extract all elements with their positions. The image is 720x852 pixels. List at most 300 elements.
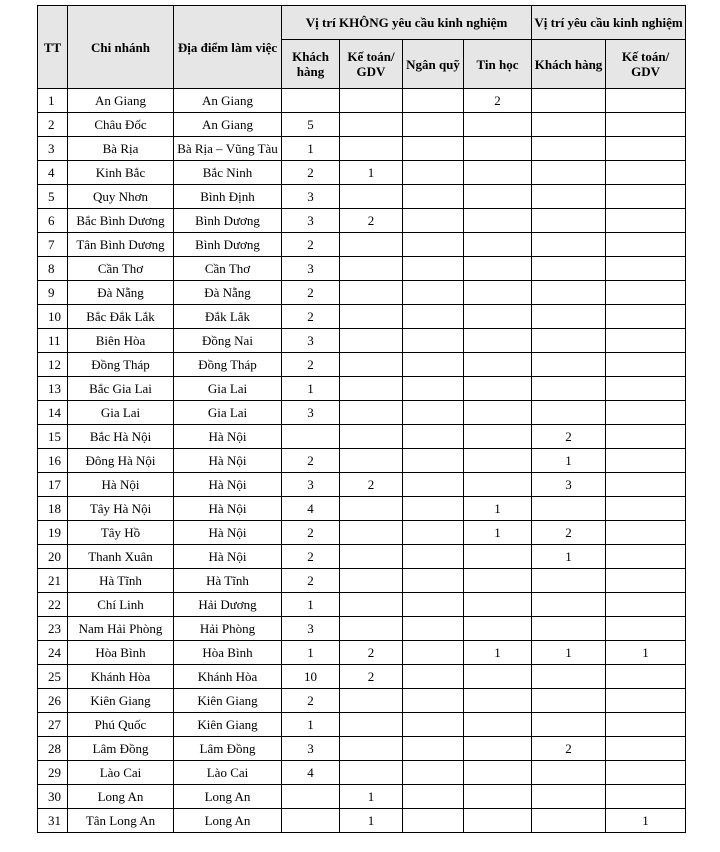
cell-treasury [403, 377, 464, 401]
cell-exp-customer [532, 233, 606, 257]
cell-tt: 29 [38, 761, 68, 785]
cell-accounting [340, 425, 403, 449]
cell-branch: Hà Nội [68, 473, 174, 497]
cell-tt: 23 [38, 617, 68, 641]
table-row [38, 257, 686, 281]
cell-treasury [403, 113, 464, 137]
cell-it: 2 [464, 89, 532, 113]
cell-branch: Lâm Đồng [68, 737, 174, 761]
cell-it [464, 809, 532, 833]
cell-exp-accounting [606, 113, 686, 137]
table-row [38, 425, 686, 449]
table-row [38, 593, 686, 617]
cell-exp-accounting [606, 401, 686, 425]
cell-branch: Đồng Tháp [68, 353, 174, 377]
table-row [38, 473, 686, 497]
cell-customer: 4 [282, 497, 340, 521]
cell-accounting: 2 [340, 641, 403, 665]
cell-customer [282, 809, 340, 833]
cell-exp-accounting [606, 617, 686, 641]
cell-it [464, 689, 532, 713]
cell-accounting [340, 545, 403, 569]
cell-exp-customer [532, 713, 606, 737]
cell-branch: Phú Quốc [68, 713, 174, 737]
cell-exp-customer [532, 593, 606, 617]
cell-treasury [403, 521, 464, 545]
cell-customer: 2 [282, 233, 340, 257]
cell-it [464, 665, 532, 689]
cell-exp-customer [532, 305, 606, 329]
cell-branch: Bắc Gia Lai [68, 377, 174, 401]
cell-customer: 2 [282, 449, 340, 473]
cell-exp-accounting [606, 497, 686, 521]
cell-branch: Chí Linh [68, 593, 174, 617]
cell-tt: 12 [38, 353, 68, 377]
cell-accounting [340, 329, 403, 353]
cell-customer: 2 [282, 545, 340, 569]
cell-location: Khánh Hòa [174, 665, 282, 689]
cell-exp-customer: 1 [532, 449, 606, 473]
cell-treasury [403, 593, 464, 617]
cell-tt: 24 [38, 641, 68, 665]
cell-tt: 21 [38, 569, 68, 593]
cell-it [464, 209, 532, 233]
cell-accounting [340, 497, 403, 521]
cell-accounting [340, 113, 403, 137]
cell-treasury [403, 473, 464, 497]
header-group-experience: Vị trí yêu cầu kinh nghiệm [532, 6, 686, 40]
cell-exp-customer [532, 329, 606, 353]
cell-tt: 11 [38, 329, 68, 353]
cell-accounting [340, 689, 403, 713]
cell-location: Long An [174, 809, 282, 833]
cell-it [464, 713, 532, 737]
cell-accounting [340, 617, 403, 641]
cell-it [464, 761, 532, 785]
cell-branch: Khánh Hòa [68, 665, 174, 689]
cell-accounting: 1 [340, 785, 403, 809]
cell-customer: 3 [282, 209, 340, 233]
cell-tt: 18 [38, 497, 68, 521]
cell-accounting [340, 305, 403, 329]
cell-branch: Thanh Xuân [68, 545, 174, 569]
cell-branch: An Giang [68, 89, 174, 113]
cell-customer: 1 [282, 713, 340, 737]
cell-it [464, 137, 532, 161]
cell-it [464, 785, 532, 809]
cell-location: Lâm Đồng [174, 737, 282, 761]
cell-tt: 20 [38, 545, 68, 569]
cell-accounting [340, 593, 403, 617]
cell-treasury [403, 809, 464, 833]
cell-treasury [403, 785, 464, 809]
cell-exp-customer [532, 497, 606, 521]
header-exp-accounting: Kế toán/ GDV [606, 40, 686, 89]
header-it: Tin học [464, 40, 532, 89]
cell-exp-customer: 1 [532, 641, 606, 665]
cell-exp-customer [532, 689, 606, 713]
cell-accounting: 2 [340, 473, 403, 497]
cell-branch: Lào Cai [68, 761, 174, 785]
table-row [38, 785, 686, 809]
cell-it [464, 377, 532, 401]
cell-treasury [403, 209, 464, 233]
cell-exp-customer [532, 113, 606, 137]
cell-exp-customer: 1 [532, 545, 606, 569]
cell-location: Đắk Lắk [174, 305, 282, 329]
recruitment-table [37, 5, 686, 833]
cell-accounting [340, 569, 403, 593]
cell-tt: 25 [38, 665, 68, 689]
cell-it [464, 617, 532, 641]
cell-location: Bình Dương [174, 209, 282, 233]
cell-exp-accounting [606, 353, 686, 377]
cell-tt: 7 [38, 233, 68, 257]
cell-accounting [340, 761, 403, 785]
cell-treasury [403, 569, 464, 593]
cell-treasury [403, 281, 464, 305]
cell-location: Gia Lai [174, 401, 282, 425]
cell-accounting [340, 521, 403, 545]
cell-accounting: 2 [340, 665, 403, 689]
cell-exp-accounting [606, 449, 686, 473]
cell-exp-accounting [606, 593, 686, 617]
cell-it [464, 569, 532, 593]
cell-location: Cần Thơ [174, 257, 282, 281]
cell-location: Đồng Tháp [174, 353, 282, 377]
cell-tt: 3 [38, 137, 68, 161]
table-row [38, 89, 686, 113]
cell-exp-accounting [606, 329, 686, 353]
cell-it [464, 305, 532, 329]
cell-branch: Hà Tĩnh [68, 569, 174, 593]
table-body [38, 89, 686, 833]
cell-customer: 1 [282, 377, 340, 401]
header-tt: TT [38, 6, 68, 89]
table-row [38, 137, 686, 161]
cell-exp-accounting [606, 761, 686, 785]
header-group-no-experience: Vị trí KHÔNG yêu cầu kinh nghiệm [282, 6, 532, 40]
cell-exp-customer [532, 809, 606, 833]
cell-treasury [403, 329, 464, 353]
cell-customer: 2 [282, 281, 340, 305]
cell-location: Lào Cai [174, 761, 282, 785]
cell-customer: 2 [282, 353, 340, 377]
cell-exp-accounting [606, 785, 686, 809]
cell-it [464, 113, 532, 137]
cell-accounting [340, 377, 403, 401]
cell-exp-customer [532, 281, 606, 305]
cell-location: Gia Lai [174, 377, 282, 401]
cell-it [464, 737, 532, 761]
cell-tt: 30 [38, 785, 68, 809]
cell-it: 1 [464, 497, 532, 521]
cell-tt: 15 [38, 425, 68, 449]
cell-exp-customer [532, 617, 606, 641]
cell-tt: 8 [38, 257, 68, 281]
cell-customer: 3 [282, 257, 340, 281]
table-row [38, 641, 686, 665]
cell-it [464, 185, 532, 209]
cell-customer: 2 [282, 305, 340, 329]
cell-accounting [340, 401, 403, 425]
cell-branch: Đà Nẵng [68, 281, 174, 305]
cell-treasury [403, 737, 464, 761]
cell-customer: 3 [282, 185, 340, 209]
cell-tt: 26 [38, 689, 68, 713]
cell-customer: 4 [282, 761, 340, 785]
table-row [38, 233, 686, 257]
cell-branch: Biên Hòa [68, 329, 174, 353]
cell-exp-accounting [606, 473, 686, 497]
cell-branch: Kinh Bắc [68, 161, 174, 185]
cell-branch: Quy Nhơn [68, 185, 174, 209]
cell-customer: 1 [282, 593, 340, 617]
cell-exp-accounting [606, 545, 686, 569]
cell-accounting [340, 713, 403, 737]
cell-exp-customer: 2 [532, 425, 606, 449]
cell-location: Hà Nội [174, 497, 282, 521]
table-row [38, 161, 686, 185]
header-exp-customer: Khách hàng [532, 40, 606, 89]
cell-exp-accounting [606, 281, 686, 305]
cell-location: Long An [174, 785, 282, 809]
cell-exp-accounting [606, 185, 686, 209]
cell-treasury [403, 257, 464, 281]
cell-branch: Bà Rịa [68, 137, 174, 161]
cell-branch: Cần Thơ [68, 257, 174, 281]
cell-location: Bắc Ninh [174, 161, 282, 185]
cell-branch: Châu Đốc [68, 113, 174, 137]
cell-branch: Tây Hồ [68, 521, 174, 545]
cell-treasury [403, 185, 464, 209]
cell-branch: Tân Bình Dương [68, 233, 174, 257]
cell-treasury [403, 161, 464, 185]
cell-tt: 9 [38, 281, 68, 305]
table-row [38, 185, 686, 209]
table-header [38, 6, 686, 89]
cell-customer: 1 [282, 641, 340, 665]
cell-exp-customer [532, 353, 606, 377]
cell-exp-accounting [606, 161, 686, 185]
cell-accounting [340, 137, 403, 161]
cell-it [464, 329, 532, 353]
cell-exp-customer [532, 89, 606, 113]
cell-exp-customer [532, 185, 606, 209]
cell-branch: Nam Hải Phòng [68, 617, 174, 641]
cell-tt: 2 [38, 113, 68, 137]
cell-exp-accounting: 1 [606, 641, 686, 665]
cell-accounting: 1 [340, 809, 403, 833]
cell-exp-accounting [606, 257, 686, 281]
cell-location: Kiên Giang [174, 689, 282, 713]
cell-location: Đồng Nai [174, 329, 282, 353]
cell-branch: Bắc Đắk Lắk [68, 305, 174, 329]
cell-tt: 5 [38, 185, 68, 209]
cell-accounting: 1 [340, 161, 403, 185]
cell-treasury [403, 641, 464, 665]
cell-customer [282, 425, 340, 449]
table-row [38, 665, 686, 689]
table-row [38, 761, 686, 785]
cell-customer: 2 [282, 569, 340, 593]
cell-exp-customer [532, 257, 606, 281]
table-row [38, 113, 686, 137]
table-row [38, 401, 686, 425]
cell-it [464, 473, 532, 497]
cell-exp-customer [532, 209, 606, 233]
cell-exp-accounting [606, 425, 686, 449]
cell-exp-customer: 3 [532, 473, 606, 497]
table-row [38, 569, 686, 593]
cell-exp-accounting [606, 233, 686, 257]
cell-treasury [403, 545, 464, 569]
header-accounting: Kế toán/ GDV [340, 40, 403, 89]
cell-customer: 10 [282, 665, 340, 689]
cell-location: Bình Dương [174, 233, 282, 257]
cell-customer: 3 [282, 401, 340, 425]
cell-accounting: 2 [340, 209, 403, 233]
cell-tt: 31 [38, 809, 68, 833]
cell-tt: 28 [38, 737, 68, 761]
table-row [38, 377, 686, 401]
table-row [38, 449, 686, 473]
cell-customer: 5 [282, 113, 340, 137]
cell-location: Hòa Bình [174, 641, 282, 665]
cell-branch: Bắc Bình Dương [68, 209, 174, 233]
cell-it [464, 593, 532, 617]
cell-it: 1 [464, 641, 532, 665]
cell-location: Bà Rịa – Vũng Tàu [174, 137, 282, 161]
cell-tt: 4 [38, 161, 68, 185]
cell-customer: 3 [282, 473, 340, 497]
cell-customer: 2 [282, 521, 340, 545]
table-row [38, 281, 686, 305]
header-customer: Khách hàng [282, 40, 340, 89]
cell-exp-customer: 2 [532, 737, 606, 761]
table-row [38, 737, 686, 761]
cell-accounting [340, 257, 403, 281]
cell-customer: 1 [282, 137, 340, 161]
cell-treasury [403, 713, 464, 737]
cell-it [464, 233, 532, 257]
cell-treasury [403, 137, 464, 161]
header-branch: Chi nhánh [68, 6, 174, 89]
cell-exp-accounting [606, 713, 686, 737]
cell-exp-accounting [606, 305, 686, 329]
cell-treasury [403, 353, 464, 377]
cell-accounting [340, 353, 403, 377]
cell-treasury [403, 497, 464, 521]
cell-it [464, 545, 532, 569]
cell-exp-customer [532, 665, 606, 689]
cell-treasury [403, 233, 464, 257]
cell-it [464, 257, 532, 281]
cell-accounting [340, 737, 403, 761]
cell-branch: Hòa Bình [68, 641, 174, 665]
cell-exp-customer [532, 569, 606, 593]
cell-it [464, 425, 532, 449]
cell-exp-customer: 2 [532, 521, 606, 545]
cell-exp-customer [532, 137, 606, 161]
table-row [38, 689, 686, 713]
cell-location: An Giang [174, 113, 282, 137]
cell-accounting [340, 185, 403, 209]
table-row [38, 353, 686, 377]
table-row [38, 713, 686, 737]
cell-tt: 19 [38, 521, 68, 545]
cell-exp-customer [532, 761, 606, 785]
cell-tt: 1 [38, 89, 68, 113]
cell-location: Hải Dương [174, 593, 282, 617]
cell-exp-accounting [606, 89, 686, 113]
cell-branch: Tân Long An [68, 809, 174, 833]
cell-customer: 3 [282, 329, 340, 353]
cell-location: Hải Phòng [174, 617, 282, 641]
cell-exp-accounting [606, 737, 686, 761]
table-row [38, 209, 686, 233]
table-row [38, 497, 686, 521]
cell-branch: Long An [68, 785, 174, 809]
cell-it: 1 [464, 521, 532, 545]
cell-tt: 17 [38, 473, 68, 497]
cell-treasury [403, 89, 464, 113]
cell-treasury [403, 689, 464, 713]
cell-tt: 13 [38, 377, 68, 401]
cell-treasury [403, 425, 464, 449]
cell-accounting [340, 281, 403, 305]
cell-exp-accounting [606, 689, 686, 713]
cell-branch: Gia Lai [68, 401, 174, 425]
cell-location: Hà Nội [174, 449, 282, 473]
cell-customer [282, 785, 340, 809]
table-row [38, 329, 686, 353]
cell-location: Kiên Giang [174, 713, 282, 737]
cell-it [464, 353, 532, 377]
header-location: Địa điểm làm việc [174, 6, 282, 89]
cell-treasury [403, 401, 464, 425]
cell-location: Đà Nẵng [174, 281, 282, 305]
cell-exp-accounting [606, 137, 686, 161]
cell-branch: Bắc Hà Nội [68, 425, 174, 449]
cell-customer: 2 [282, 161, 340, 185]
cell-exp-customer [532, 161, 606, 185]
cell-it [464, 401, 532, 425]
cell-location: Hà Tĩnh [174, 569, 282, 593]
cell-treasury [403, 617, 464, 641]
cell-exp-customer [532, 401, 606, 425]
cell-tt: 10 [38, 305, 68, 329]
cell-exp-accounting [606, 569, 686, 593]
cell-exp-customer [532, 785, 606, 809]
cell-location: Hà Nội [174, 473, 282, 497]
cell-tt: 27 [38, 713, 68, 737]
header-treasury: Ngân quỹ [403, 40, 464, 89]
table-row [38, 545, 686, 569]
cell-location: Hà Nội [174, 545, 282, 569]
cell-it [464, 281, 532, 305]
cell-tt: 16 [38, 449, 68, 473]
cell-tt: 14 [38, 401, 68, 425]
cell-location: An Giang [174, 89, 282, 113]
cell-customer [282, 89, 340, 113]
cell-exp-customer [532, 377, 606, 401]
cell-treasury [403, 665, 464, 689]
cell-location: Hà Nội [174, 521, 282, 545]
cell-tt: 6 [38, 209, 68, 233]
cell-exp-accounting [606, 665, 686, 689]
table-row [38, 617, 686, 641]
